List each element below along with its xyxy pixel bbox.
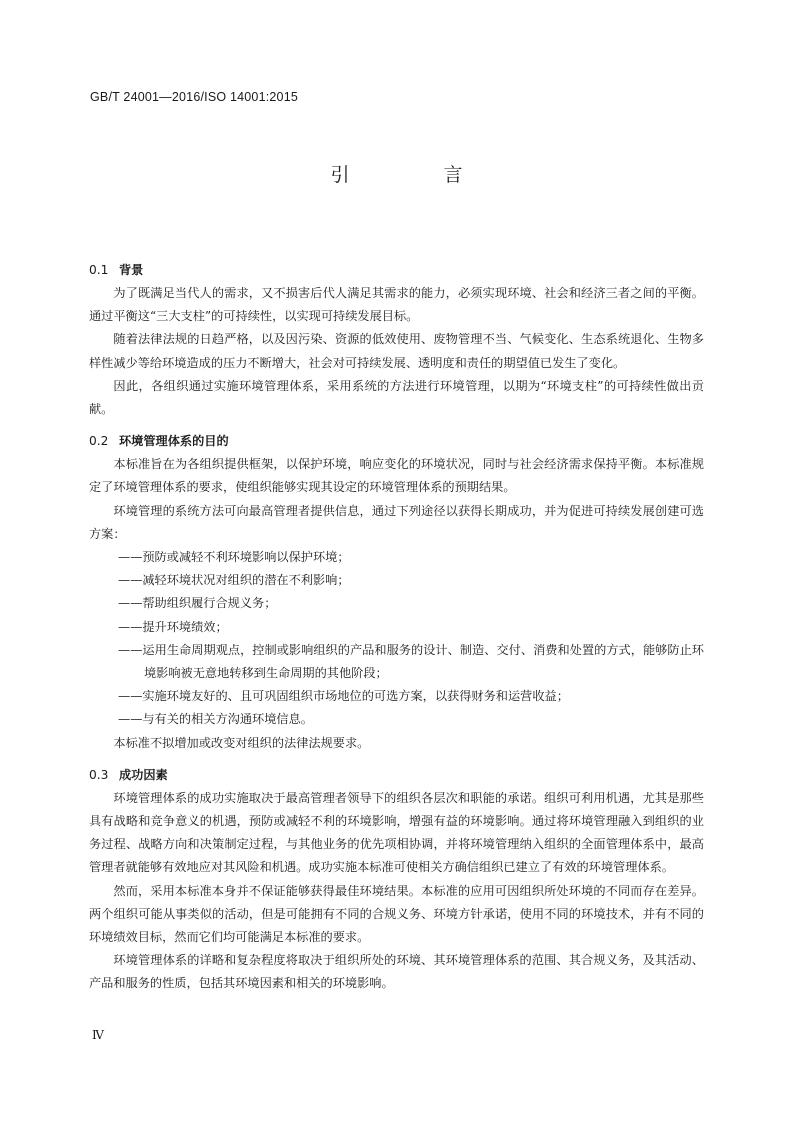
section-body bbox=[89, 453, 704, 755]
list-item: ——运用生命周期观点，控制或影响组织的产品和服务的设计、制造、交付、消费和处置的方式，能够防止环境影响被无意地转移到生命周期的其他阶段； bbox=[118, 642, 704, 681]
paragraph: 环境管理的系统方法可向最高管理者提供信息，通过下列途径以获得长期成功，并为促进可持续发展创建可选方案： bbox=[89, 503, 704, 541]
list-item: ——实施环境友好的、且可巩固组织市场地位的可选方案，以获得财务和运营收益； bbox=[118, 689, 569, 704]
paragraph: 为了既满足当代人的需求，又不损害后代人满足其需求的能力，必须实现环境、社会和经济三者之间的平衡。通过平衡这“三大支柱”的可持续性，以实现可持续发展目标。 bbox=[89, 286, 704, 324]
section-number: 0.2 bbox=[89, 434, 109, 449]
section-title: 成功因素 bbox=[119, 767, 168, 782]
paragraph: 环境管理体系的详略和复杂程度将取决于组织所处的环境、其环境管理体系的范围、其合规义务，及其活动、产品和服务的性质，包括其环境因素和相关的环境影响。 bbox=[89, 953, 704, 991]
page-title: 引 言 bbox=[330, 164, 507, 186]
document-body bbox=[89, 258, 704, 1004]
section-title: 背景 bbox=[119, 263, 144, 277]
paragraph: 随着法律法规的日趋严格，以及因污染、资源的低效使用、废物管理不当、气候变化、生态系统退化、生物多样性减少等给环境造成的压力不断增大，社会对可持续发展、透明度和责任的期望值已发生了变化。 bbox=[89, 332, 704, 370]
list-item: ——提升环境绩效； bbox=[118, 619, 228, 634]
section-number: 0.1 bbox=[89, 263, 109, 277]
section-body bbox=[89, 787, 704, 996]
section-heading bbox=[89, 258, 704, 282]
paragraph: 环境管理体系的成功实施取决于最高管理者领导下的组织各层次和职能的承诺。组织可利用机遇，尤其是那些具有战略和竞争意义的机遇，预防或减轻不利的环境影响，增强有益的环境影响。通过将环境管理融入到组织的业务过程、战略方向和决策制定过程，与其他业务的优先项相协调，并将环境管理纳入组织的全面管理体系中，最高管理者就能够有效地应对其风险和机遇。成功实施本标准可使相关方确信组织已建立了有效的环境管理体系。 bbox=[89, 790, 704, 875]
standard-code-header: GB/T 24001—2016/ISO 14001:2015 bbox=[90, 90, 299, 104]
section-body bbox=[89, 282, 704, 421]
section-number: 0.3 bbox=[89, 767, 109, 782]
list-item: ——减轻环境状况对组织的潜在不利影响； bbox=[118, 573, 350, 588]
section-heading bbox=[89, 763, 704, 787]
list-item: ——与有关的相关方沟通环境信息。 bbox=[118, 712, 313, 727]
paragraph: 本标准旨在为各组织提供框架，以保护环境，响应变化的环境状况，同时与社会经济需求保持平衡。本标准规定了环境管理体系的要求，使组织能够实现其设定的环境管理体系的预期结果。 bbox=[89, 457, 704, 495]
list-item: ——帮助组织履行合规义务； bbox=[118, 596, 277, 611]
paragraph: 然而，采用本标准本身并不保证能够获得最佳环境结果。本标准的应用可因组织所处环境的不同而存在差异。两个组织可能从事类似的活动，但是可能拥有不同的合规义务、环境方针承诺，使用不同的环境技术，并有不同的环境绩效目标，然而它们均可能满足本标准的要求。 bbox=[89, 883, 704, 945]
paragraph: 本标准不拟增加或改变对组织的法律法规要求。 bbox=[113, 735, 370, 750]
paragraph: 因此，各组织通过实施环境管理体系，采用系统的方法进行环境管理，以期为“环境支柱”的可持续性做出贡献。 bbox=[89, 378, 704, 417]
section-heading bbox=[89, 429, 704, 453]
page-number: Ⅳ bbox=[92, 1028, 104, 1042]
list-item: ——预防或减轻不利环境影响以保护环境； bbox=[118, 550, 350, 565]
section-title: 环境管理体系的目的 bbox=[119, 434, 229, 449]
